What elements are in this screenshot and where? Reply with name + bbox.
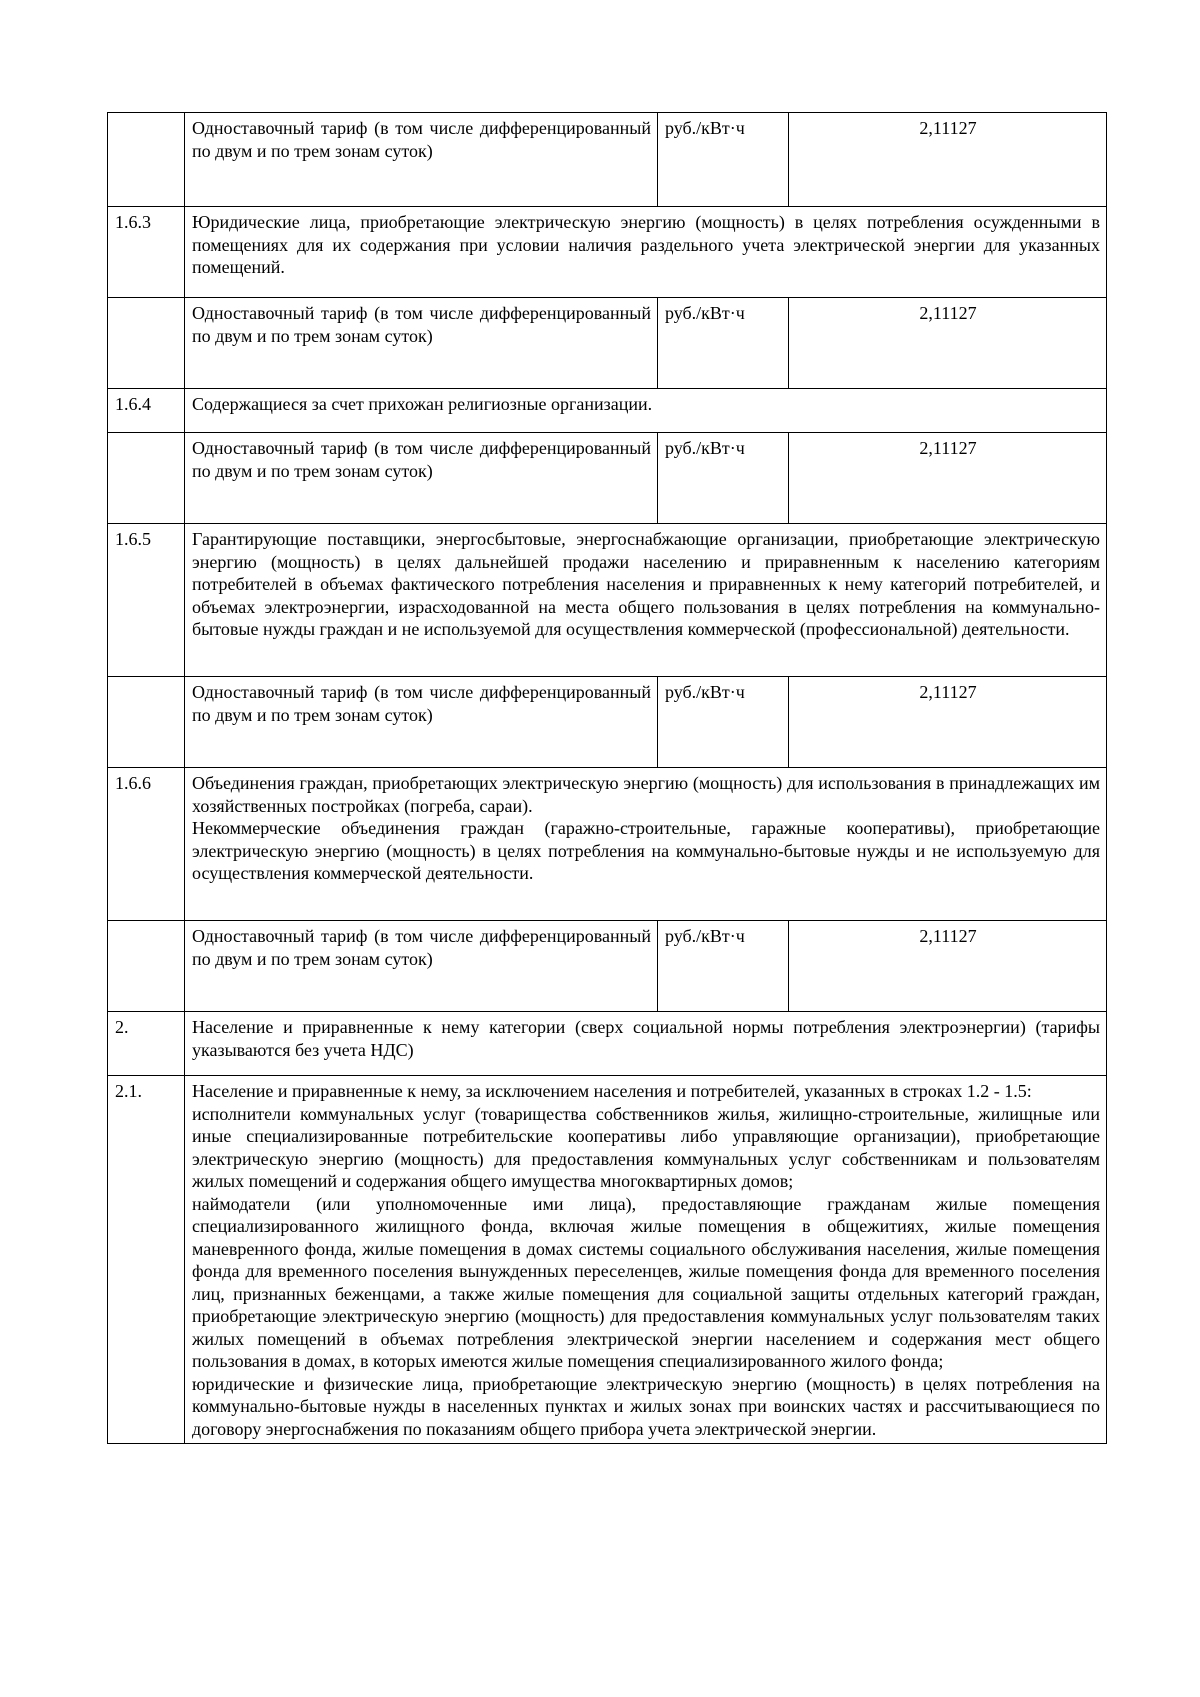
tariff-table	[107, 112, 1107, 1444]
tariff-label-cell: Одноставочный тариф (в том числе дифференцированный по двум и по трем зонам суток)	[185, 298, 658, 389]
section-description-cell	[185, 207, 1107, 298]
section-number-cell: 1.6.4	[108, 389, 185, 433]
tariff-value-cell: 2,11127	[789, 677, 1107, 768]
section-number-cell: 1.6.6	[108, 768, 185, 921]
section-paragraph: Юридические лица, приобретающие электрическую энергию (мощность) в целях потребления осужденными в помещениях для их содержания при условии наличия раздельного учета электрической энергии для указанных помещений.	[192, 212, 1100, 277]
section-description-cell	[185, 1076, 1107, 1444]
row-number-cell	[108, 433, 185, 524]
section-row	[108, 389, 1107, 433]
tariff-row	[108, 113, 1107, 207]
section-paragraph: юридические и физические лица, приобретающие электрическую энергию (мощность) в целях потребления на коммунально-бытовые нужды в населенных пунктах и жилых зонах при воинских частях и рассчитывающиеся по договору энергоснабжения по показаниям общего прибора учета электрической энергии.	[192, 1373, 1100, 1439]
tariff-table-body	[108, 113, 1107, 1444]
row-number-cell	[108, 298, 185, 389]
section-description-cell	[185, 389, 1107, 433]
tariff-label-cell: Одноставочный тариф (в том числе дифференцированный по двум и по трем зонам суток)	[185, 677, 658, 768]
tariff-unit-cell: руб./кВт·ч	[658, 433, 789, 524]
section-paragraph: Гарантирующие поставщики, энергосбытовые, энергоснабжающие организации, приобретающие электрическую энергию (мощность) в целях дальнейшей продажи населению и приравненным к населению категориям потребителей в объемах фактического потребления населения и приравненных к нему категорий потребителей, и объемах электроэнергии, израсходованной на места общего пользования в целях потребления на коммунально-бытовые нужды граждан и не используемой для осуществления коммерческой (профессиональной) деятельности.	[192, 529, 1100, 639]
row-number-cell	[108, 113, 185, 207]
section-description-cell	[185, 768, 1107, 921]
section-number-cell: 1.6.5	[108, 524, 185, 677]
tariff-label-cell: Одноставочный тариф (в том числе дифференцированный по двум и по трем зонам суток)	[185, 113, 658, 207]
section-row	[108, 1012, 1107, 1076]
tariff-unit-cell: руб./кВт·ч	[658, 113, 789, 207]
tariff-unit-cell: руб./кВт·ч	[658, 921, 789, 1012]
section-row	[108, 768, 1107, 921]
tariff-label-cell: Одноставочный тариф (в том числе дифференцированный по двум и по трем зонам суток)	[185, 921, 658, 1012]
section-paragraph: исполнители коммунальных услуг (товарищества собственников жилья, жилищно-строительные, жилищные или иные специализированные потребительские кооперативы либо управляющие организации), приобретающие электрическую энергию (мощность) для предоставления коммунальных услуг собственникам и пользователям жилых помещений и содержания общего имущества многоквартирных домов;	[192, 1103, 1100, 1191]
section-description-cell	[185, 1012, 1107, 1076]
tariff-row	[108, 677, 1107, 768]
section-row	[108, 207, 1107, 298]
tariff-row	[108, 921, 1107, 1012]
section-paragraph: Население и приравненные к нему, за исключением населения и потребителей, указанных в строках 1.2 - 1.5:	[192, 1081, 1032, 1101]
section-number-cell: 2.1.	[108, 1076, 185, 1444]
row-number-cell	[108, 677, 185, 768]
section-row	[108, 524, 1107, 677]
section-paragraph: Содержащиеся за счет прихожан религиозные организации.	[192, 394, 653, 414]
section-paragraph: Население и приравненные к нему категории (сверх социальной нормы потребления электроэнергии) (тарифы указываются без учета НДС)	[192, 1017, 1100, 1060]
tariff-row	[108, 433, 1107, 524]
section-paragraph: Объединения граждан, приобретающих электрическую энергию (мощность) для использования в принадлежащих им хозяйственных постройках (погреба, сараи).	[192, 773, 1100, 816]
tariff-value-cell: 2,11127	[789, 113, 1107, 207]
tariff-unit-cell: руб./кВт·ч	[658, 298, 789, 389]
tariff-value-cell: 2,11127	[789, 298, 1107, 389]
section-row	[108, 1076, 1107, 1444]
row-number-cell	[108, 921, 185, 1012]
section-number-cell: 1.6.3	[108, 207, 185, 298]
section-paragraph: Некоммерческие объединения граждан (гаражно-строительные, гаражные кооперативы), приобретающие электрическую энергию (мощность) в целях потребления на коммунально-бытовые нужды и не используемую для осуществления коммерческой деятельности.	[192, 818, 1100, 883]
tariff-row	[108, 298, 1107, 389]
tariff-unit-cell: руб./кВт·ч	[658, 677, 789, 768]
tariff-label-cell: Одноставочный тариф (в том числе дифференцированный по двум и по трем зонам суток)	[185, 433, 658, 524]
section-description-cell	[185, 524, 1107, 677]
section-number-cell: 2.	[108, 1012, 185, 1076]
tariff-value-cell: 2,11127	[789, 921, 1107, 1012]
section-paragraph: наймодатели (или уполномоченные ими лица), предоставляющие гражданам жилые помещения специализированного жилищного фонда, включая жилые помещения в общежитиях, жилые помещения маневренного фонда, жилые помещения в домах системы социального обслуживания населения, жилые помещения фонда для временного поселения вынужденных переселенцев, жилые помещения фонда для временного поселения лиц, признанных беженцами, а также жилые помещения для социальной защиты отдельных категорий граждан, приобретающие электрическую энергию (мощность) для предоставления коммунальных услуг пользователям таких жилых помещений в объемах потребления электрической энергии населением и содержания мест общего пользования в домах, в которых имеются жилые помещения специализированного жилого фонда;	[192, 1193, 1100, 1371]
tariff-value-cell: 2,11127	[789, 433, 1107, 524]
